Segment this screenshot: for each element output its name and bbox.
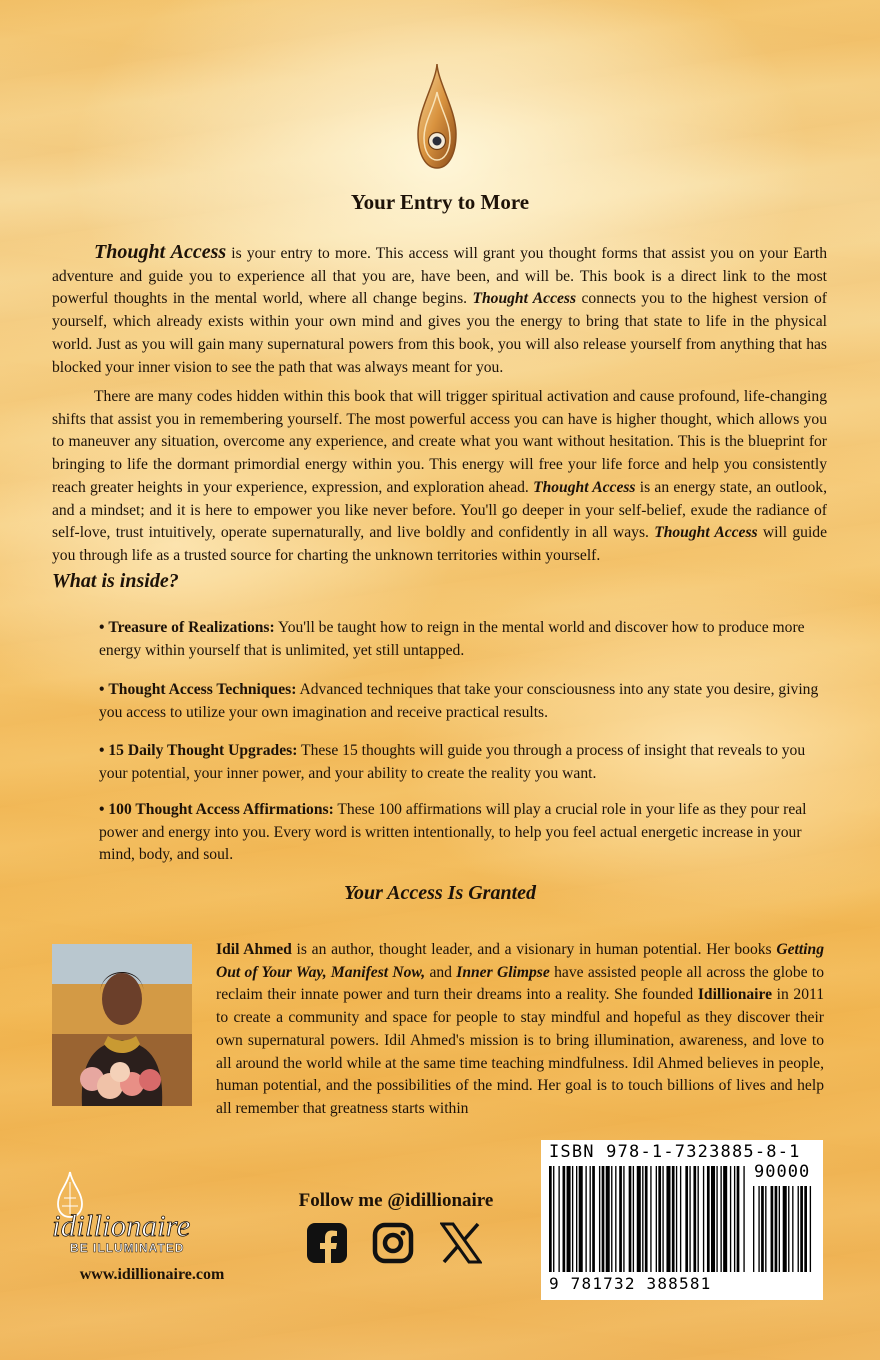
barcode-bar <box>800 1186 803 1272</box>
barcode-bar <box>599 1166 600 1272</box>
barcode-bar <box>642 1166 643 1272</box>
barcode-bar <box>558 1166 559 1272</box>
barcode-bar <box>553 1166 554 1272</box>
barcode-bar <box>775 1186 778 1272</box>
barcode-bar <box>792 1186 793 1272</box>
isbn-barcode <box>541 1140 823 1300</box>
barcode-bar <box>572 1166 573 1272</box>
barcode-bar <box>783 1186 787 1272</box>
price-addon: 90000 <box>754 1162 811 1182</box>
barcode-bar <box>758 1186 759 1272</box>
bullet-item: • 15 Daily Thought Upgrades: These 15 thoughts will guide you through a process of insight that reveals to you your potential, your inner power, and your ability to create the reality you want. <box>99 742 806 782</box>
barcode-bar <box>645 1166 648 1272</box>
barcode-bar <box>716 1166 717 1272</box>
barcode-bar <box>676 1166 677 1272</box>
barcode-bar <box>723 1166 727 1272</box>
barcode-bar <box>765 1186 766 1272</box>
barcode-bar <box>693 1166 696 1272</box>
barcode-bar <box>779 1186 780 1272</box>
barcode-bar <box>656 1166 657 1272</box>
barcode-bar <box>734 1166 735 1272</box>
barcode-bar <box>711 1166 715 1272</box>
barcode-bar <box>606 1166 610 1272</box>
idillionaire-logo <box>52 1170 252 1260</box>
barcode-bar <box>585 1166 586 1272</box>
follow-heading: Follow me @idillionaire <box>298 1190 494 1211</box>
barcode-bar <box>615 1166 616 1272</box>
barcode-bar <box>753 1186 754 1272</box>
bullet-item: • Thought Access Techniques: Advanced techniques that take your consciousness into any state you desire, giving you access to utilize your own imagination and receive practical results. <box>99 681 819 721</box>
bullet-item: • Treasure of Realizations: You'll be taught how to reign in the mental world and discover how to produce more energy within yourself that is unlimited, yet still untapped. <box>99 619 805 659</box>
x-icon[interactable] <box>440 1222 482 1264</box>
page-title: Your Entry to More <box>350 190 530 214</box>
barcode-bar <box>637 1166 641 1272</box>
barcode-bar <box>590 1166 591 1272</box>
inside-heading: What is inside? <box>52 570 179 592</box>
barcode-bar <box>623 1166 624 1272</box>
instagram-icon[interactable] <box>372 1222 414 1264</box>
barcode-bar <box>611 1166 612 1272</box>
barcode-bar <box>761 1186 764 1272</box>
barcode-bar <box>549 1166 552 1272</box>
barcode-bar <box>798 1186 799 1272</box>
barcode-bar <box>720 1166 721 1272</box>
barcode-bar <box>743 1166 744 1272</box>
barcode-bar <box>563 1166 566 1272</box>
barcode-bar <box>698 1166 699 1272</box>
barcode-bar <box>788 1186 789 1272</box>
barcode-bar <box>804 1186 807 1272</box>
author-photo <box>52 944 192 1106</box>
isbn-text: ISBN 978-1-7323885-8-1 <box>549 1142 801 1162</box>
body-paragraph: There are many codes hidden within this book that will trigger spiritual activation and cause profound, life-changing shifts that assist you in remembering yourself. The most powerful access you can have is higher thought, which allows you to maneuver any situation, overcome any experience, and create what you want without hesitation. This is the blueprint for bringing to life the dormant primordial energy within you. This energy will free your life force and help you consistently reach greater heights in your experience, expression, and exploration ahead. Thought Access is an energy state, an outlook, and a mindset; and it is here to empower you like never before. You'll go deeper in your self-belief, exude the radiance of self-love, trust intuitively, operate supernaturally, and live boldly and confidently in all ways. Thought Access will guide you through life as a trusted source for charting the unknown territories within yourself. <box>52 388 828 564</box>
barcode-bar <box>567 1166 571 1272</box>
barcode-bar <box>579 1166 583 1272</box>
barcode-bar <box>633 1166 634 1272</box>
svg-text:idillionaire: idillionaire <box>52 1208 191 1243</box>
intro-paragraph: Thought Access is your entry to more. This access will grant you thought forms that assist you on your Earth adventure and guide you to experience all that you are, have been, and will be. This book is a direct link to the most powerful thoughts in the mental world, where all change begins. Thought Access connects you to the highest version of yourself, which already exists within your own mind and gives you the energy to bring that state to life in the physical world. Just as you will gain many supernatural powers from this book, you will also release yourself from anything that has blocked your inner vision to see the path that was always meant for you. <box>52 241 828 376</box>
barcode-bar <box>629 1166 632 1272</box>
addon-bars <box>753 1186 817 1274</box>
barcode-digits: 9 781732 388581 <box>549 1274 712 1293</box>
barcode-bar <box>685 1166 688 1272</box>
barcode-bar <box>666 1166 670 1272</box>
barcode-bar <box>689 1166 690 1272</box>
barcode-bar <box>680 1166 681 1272</box>
granted-heading: Your Access Is Granted <box>343 882 537 904</box>
author-bio: Idil Ahmed is an author, thought leader, and a visionary in human potential. Her books Getting Out of Your Way, Manifest Now, and Inner Glimpse have assisted people all across the globe to reclaim their innate power and turn their dreams into a reality. She founded Idillionaire in 2011 to create a community and space for people to stay mindful and hopeful as they discover their own supernatural powers. Idil Ahmed's mission is to bring illumination, awareness, and love to all around the world while at the same time teaching mindfulness. Idil Ahmed believes in people, human potential, and the possibilities of the mind. Her goal is to touch billions of lives and help all remember that greatness starts within <box>216 941 824 1117</box>
barcode-bar <box>602 1166 605 1272</box>
barcode-bars <box>549 1166 749 1274</box>
barcode-bar <box>737 1166 740 1272</box>
barcode-bar <box>730 1166 731 1272</box>
website-link[interactable]: www.idillionaire.com <box>79 1266 225 1283</box>
barcode-bar <box>576 1166 577 1272</box>
barcode-bar <box>619 1166 622 1272</box>
bullet-item: • 100 Thought Access Affirmations: These 100 affirmations will play a crucial role in your life as they pour real power and energy into you. Every word is written intentionally, to help you feel actual energetic increase in your mind, body, and soul. <box>99 801 807 864</box>
svg-text:BE ILLUMINATED: BE ILLUMINATED <box>70 1241 185 1255</box>
barcode-bar <box>650 1166 651 1272</box>
barcode-bar <box>658 1166 661 1272</box>
barcode-bar <box>592 1166 595 1272</box>
barcode-bar <box>703 1166 704 1272</box>
barcode-bar <box>810 1186 811 1272</box>
barcode-bar <box>662 1166 663 1272</box>
facebook-icon[interactable] <box>306 1222 348 1264</box>
barcode-bar <box>771 1186 774 1272</box>
barcode-bar <box>707 1166 710 1272</box>
barcode-bar <box>672 1166 675 1272</box>
teardrop-eye-emblem <box>414 62 460 172</box>
